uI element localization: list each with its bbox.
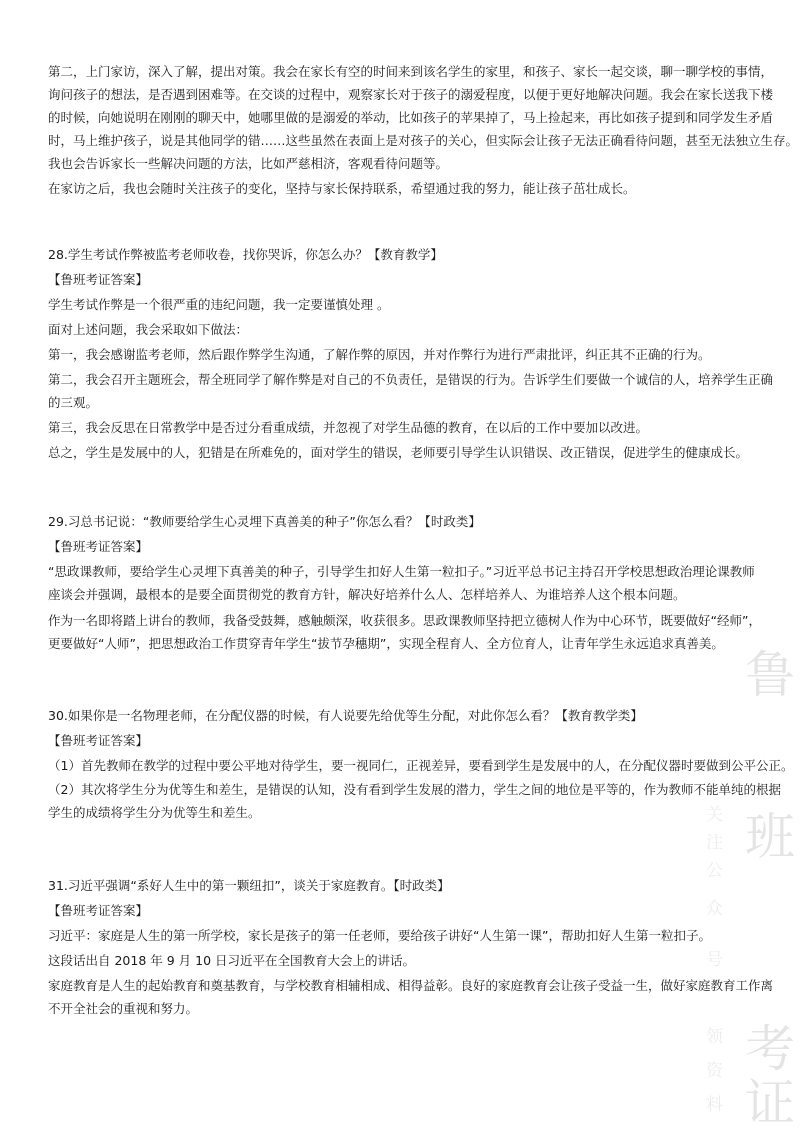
paragraph-line: 第二，上门家访，深入了解，提出对策。我会在家长有空的时间来到该名学生的家里，和孩子、家长一起交谈，聊一聊学校的事情， — [48, 64, 774, 79]
answer-line: 习近平：家庭是人生的第一所学校，家长是孩子的第一任老师，要给孩子讲好“人生第一课”，帮助扣好人生第一粒扣子。 — [48, 928, 711, 943]
answer-line: 面对上述问题，我会采取如下做法： — [48, 322, 249, 337]
answer-line: 总之，学生是发展中的人，犯错是在所难免的，面对学生的错误，老师要引导学生认识错误、改正错误，促进学生的健康成长。 — [48, 445, 749, 460]
question-title: 31.习近平强调“系好人生中的第一颗纽扣”，谈关于家庭教育。【时政类】 — [48, 878, 450, 893]
answer-line: 座谈会并强调，最根本的是要全面贯彻党的教育方针，解决好培养什么人、怎样培养人、为谁培养人这个根本问题。 — [48, 587, 686, 602]
intro-section — [48, 60, 799, 200]
watermark-char: 号 — [706, 950, 723, 970]
watermark-char: 众 — [706, 899, 723, 919]
answer-line: 家庭教育是人生的起始教育和奠基教育，与学校教育相辅相成、相得益彰。良好的家庭教育会让孩子受益一生，做好家庭教育工作离 — [48, 978, 774, 993]
answer-line: 更要做好“人师”，把思想政治工作贯穿青年学生“拔节孕穗期”，实现全程育人、全方位育人，让青年学生永远追求真善美。 — [48, 636, 724, 651]
question-28 — [48, 243, 774, 464]
paragraph-line: 时，马上维护孩子，说是其他同学的错……这些虽然在表面上是对孩子的关心，但实际会让孩子无法正确看待问题，甚至无法独立生存。 — [48, 133, 799, 148]
question-title: 28.学生考试作弊被监考老师收卷，找你哭诉，你怎么办？【教育教学】 — [48, 247, 443, 262]
question-31 — [48, 874, 774, 1020]
answer-line: 学生的成绩将学生分为优等生和差生。 — [48, 805, 261, 820]
answer-line: 第一，我会感谢监考老师，然后跟作弊学生沟通，了解作弊的原因，并对作弊行为进行严肃批评，纠正其不正确的行为。 — [48, 347, 711, 362]
answer-line: 学生考试作弊是一个很严重的违纪问题，我一定要谨慎处理 。 — [48, 297, 390, 312]
answer-line: 不开全社会的重视和努力。 — [48, 1001, 199, 1016]
watermark-char: 注 — [706, 833, 723, 853]
answer-line: 这段话出自 2018 年 9 月 10 日习近平在全国教育大会上的讲话。 — [48, 953, 416, 968]
answer-label: 【鲁班考证答案】 — [48, 272, 149, 287]
answer-line: 第三，我会反思在日常教学中是否过分看重成绩，并忽视了对学生品德的教育，在以后的工作中要加以改进。 — [48, 420, 649, 435]
paragraph-line: 在家访之后，我也会随时关注孩子的变化，坚持与家长保持联系，希望通过我的努力，能让孩子茁壮成长。 — [48, 181, 636, 196]
question-title: 29.习总书记说：“教师要给学生心灵埋下真善美的种子”你怎么看？【时政类】 — [48, 514, 481, 529]
question-30 — [48, 704, 794, 824]
answer-label: 【鲁班考证答案】 — [48, 903, 149, 918]
question-29 — [48, 510, 768, 655]
watermark-char: 鲁 — [745, 646, 795, 704]
watermark-char: 资 — [706, 1061, 723, 1081]
answer-line: 的三观。 — [48, 395, 99, 410]
question-title: 30.如果你是一名物理老师，在分配仪器的时候，有人说要先给优等生分配，对此你怎么看？【教育教学类】 — [48, 708, 643, 723]
watermark-char: 公 — [706, 861, 723, 881]
watermark-char: 证 — [745, 1074, 795, 1132]
watermark-char: 考 — [745, 1020, 795, 1078]
paragraph-line: 的时候，向她说明在刚刚的聊天中，她哪里做的是溺爱的举动，比如孩子的苹果掉了，马上捡起来，再比如孩子提到和同学发生矛盾 — [48, 110, 774, 125]
answer-line: （2）其次将学生分为优等生和差生，是错误的认知，没有看到学生发展的潜力，学生之间的地位是平等的，作为教师不能单纯的根据 — [48, 782, 781, 797]
answer-line: 第二，我会召开主题班会，帮全班同学了解作弊是对自己的不负责任，是错误的行为。告诉学生们要做一个诚信的人，培养学生正确 — [48, 372, 774, 387]
watermark-char: 关 — [706, 805, 723, 825]
answer-label: 【鲁班考证答案】 — [48, 733, 149, 748]
paragraph-line: 询问孩子的想法，是否遇到困难等。在交谈的过程中，观察家长对于孩子的溺爱程度，以便于更好地解决问题。我会在家长送我下楼 — [48, 87, 774, 102]
answer-line: （1）首先教师在教学的过程中要公平地对待学生，要一视同仁，正视差异，要看到学生是发展中的人，在分配仪器时要做到公平公正。 — [48, 758, 794, 773]
answer-line: 作为一名即将踏上讲台的教师，我备受鼓舞，感触颇深，收获很多。思政课教师坚持把立德树人作为中心环节，既要做好“经师”， — [48, 613, 761, 628]
answer-line: “思政课教师，要给学生心灵埋下真善美的种子，引导学生扣好人生第一粒扣子。”习近平总书记主持召开学校思想政治理论课教师 — [48, 564, 755, 579]
watermark-char: 料 — [706, 1095, 723, 1115]
paragraph-line: 我也会告诉家长一些解决问题的方法，比如严慈相济，客观看待问题等。 — [48, 156, 449, 171]
watermark-char: 班 — [745, 808, 795, 866]
watermark-char: 领 — [706, 1027, 723, 1047]
answer-label: 【鲁班考证答案】 — [48, 539, 149, 554]
